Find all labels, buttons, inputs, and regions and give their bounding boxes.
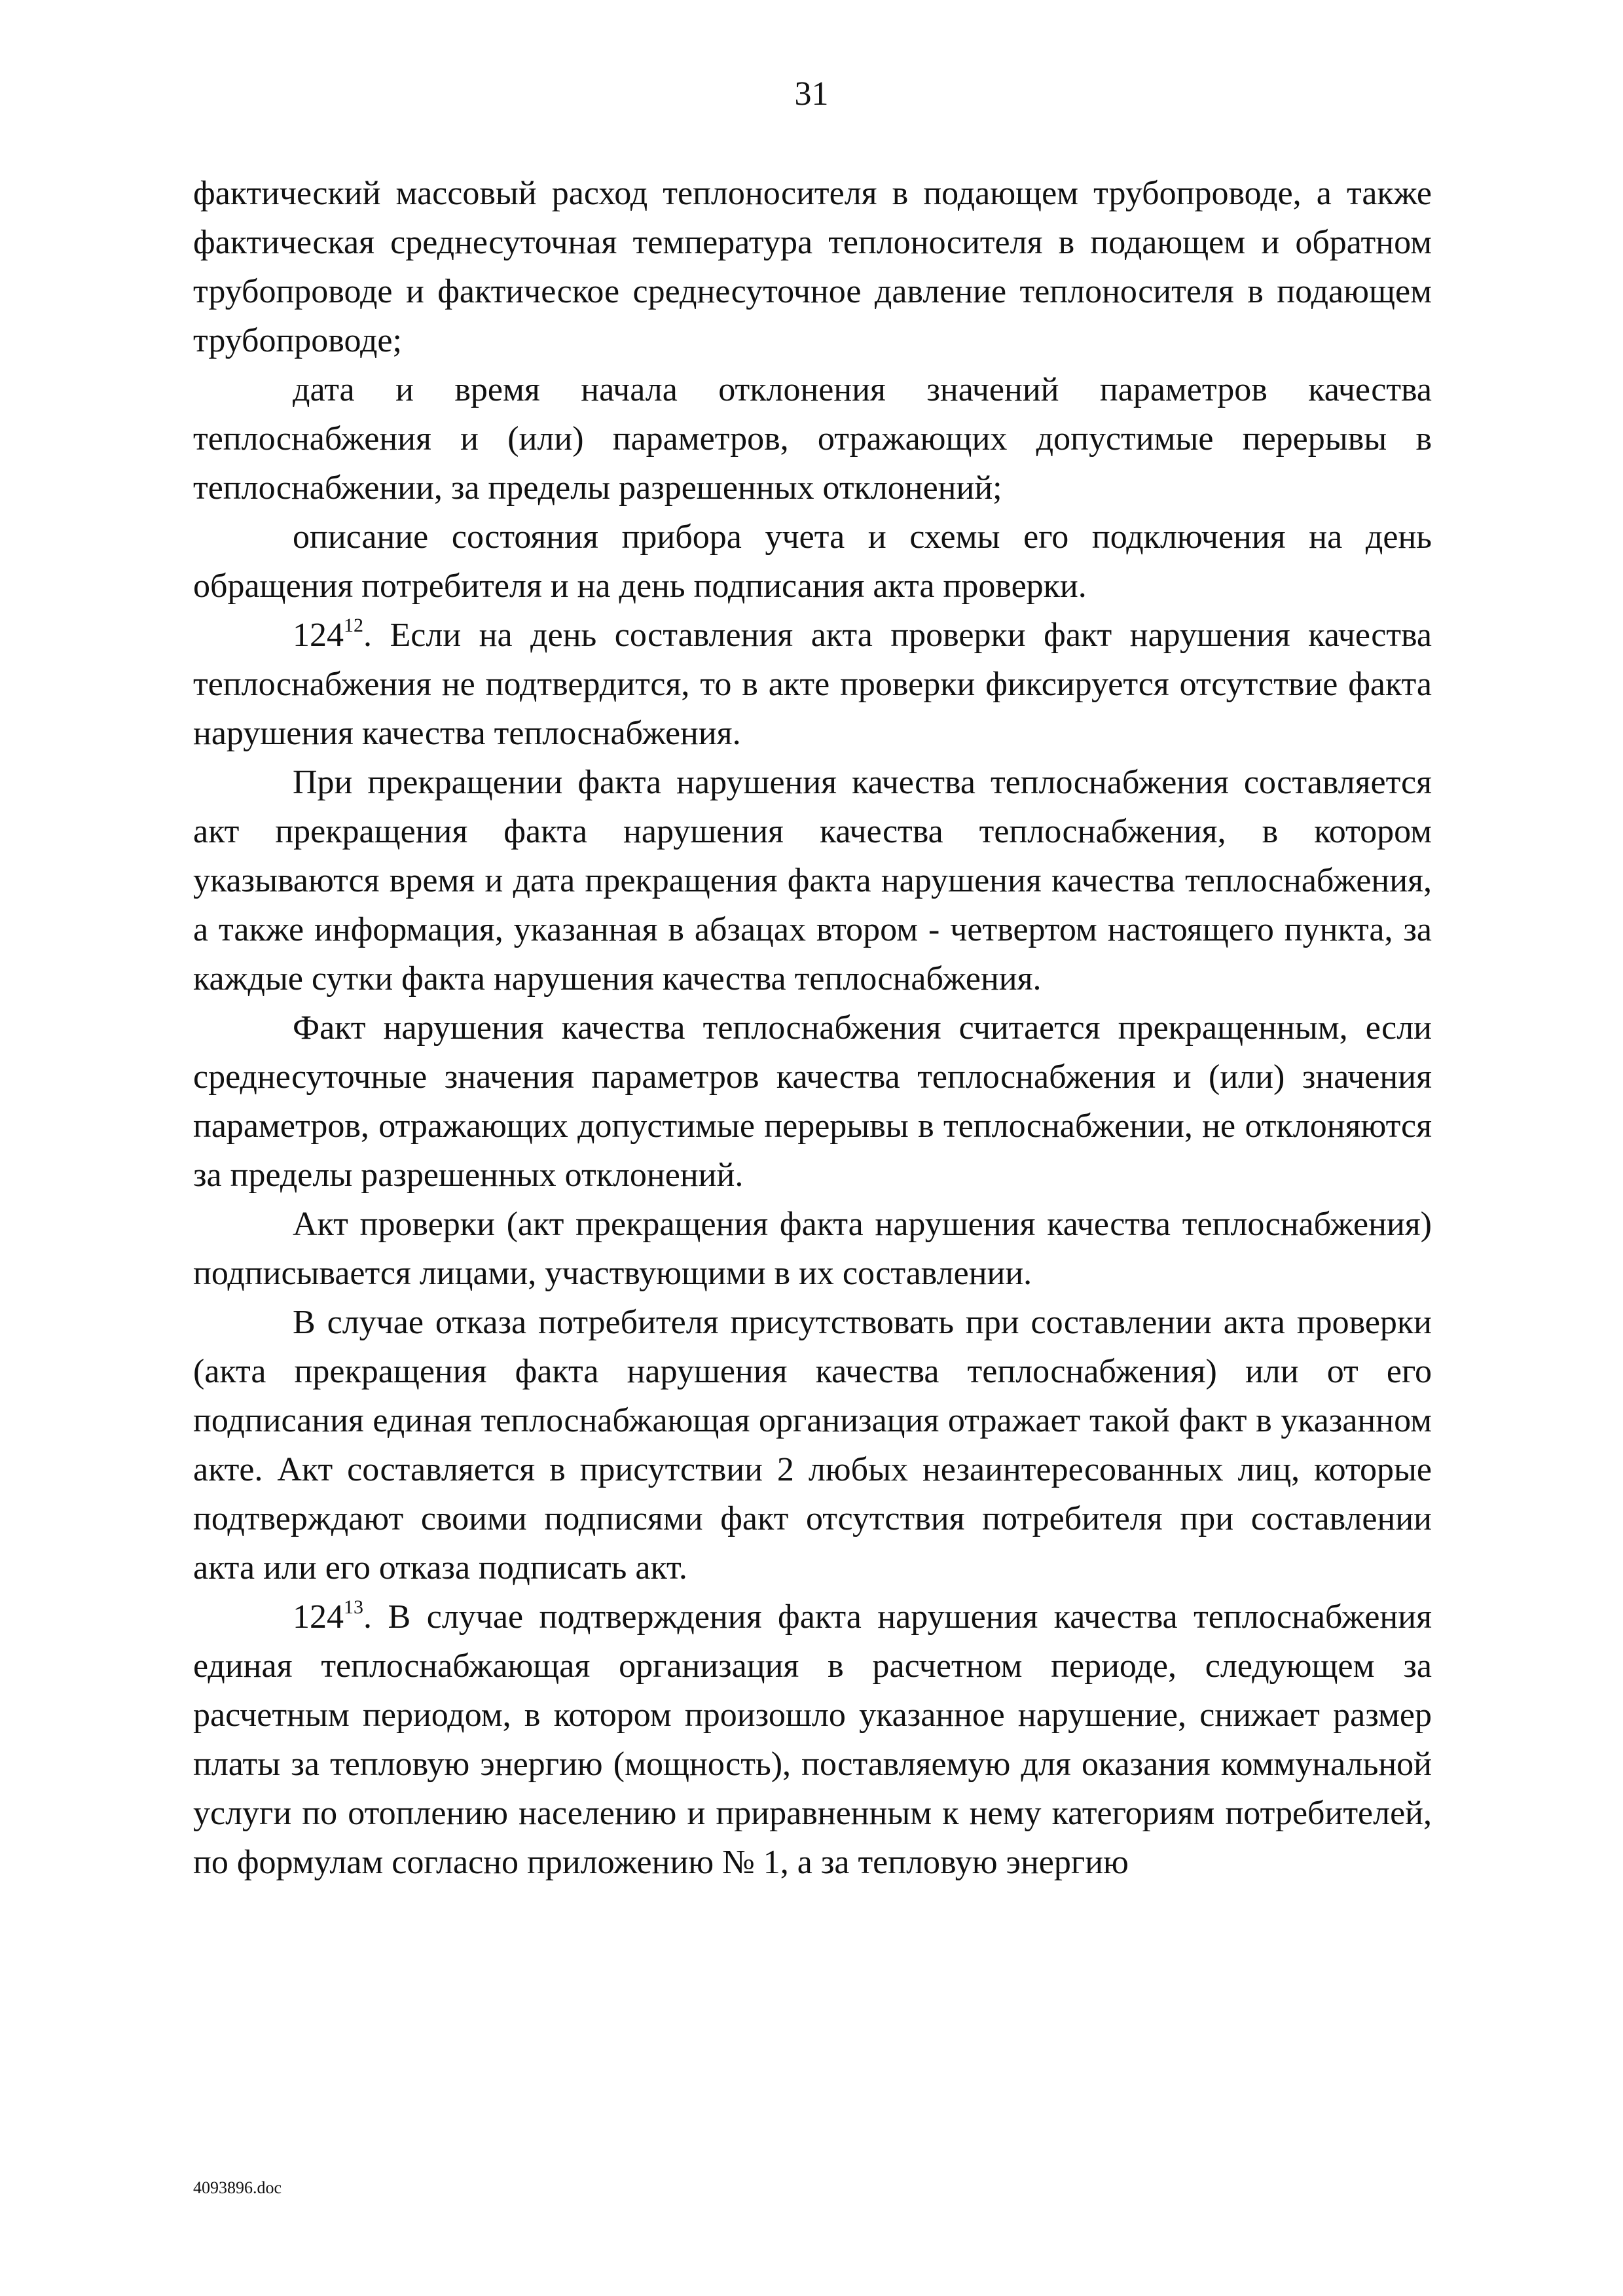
paragraph-6: Факт нарушения качества теплоснабжения считается прекращенным, если среднесуточные значения параметров качества теплоснабжения и (или) значения параметров, отражающих допустимые перерывы в теплоснабжении, не отклоняются за пределы разрешенных отклонений. bbox=[193, 1009, 1432, 1194]
clause-superscript: 12 bbox=[344, 614, 363, 636]
paragraph-3: описание состояния прибора учета и схемы его подключения на день обращения потребителя и на день подписания акта проверки. bbox=[193, 518, 1432, 605]
clause-text: . Если на день составления акта проверки факт нарушения качества теплоснабжения не подтвердится, то в акте проверки фиксируется отсутствие факта нарушения качества теплоснабжения. bbox=[193, 617, 1432, 752]
clause-number: 124 bbox=[293, 1598, 344, 1636]
clause-124-12 bbox=[193, 611, 1432, 758]
paragraph-5: При прекращении факта нарушения качества теплоснабжения составляется акт прекращения факта нарушения качества теплоснабжения, в котором указываются время и дата прекращения факта нарушения качества теплоснабжения, а также информация, указанная в абзацах втором - четвертом настоящего пункта, за каждые сутки факта нарушения качества теплоснабжения. bbox=[193, 764, 1432, 997]
paragraph-1: фактический массовый расход теплоносителя в подающем трубопроводе, а также фактическая среднесуточная температура теплоносителя в подающем и обратном трубопроводе и фактическое среднесуточное давление теплоносителя в подающем трубопроводе; bbox=[193, 175, 1432, 359]
document-body bbox=[193, 169, 1432, 1887]
paragraph-7: Акт проверки (акт прекращения факта нарушения качества теплоснабжения) подписывается лицами, участвующими в их составлении. bbox=[193, 1206, 1432, 1292]
page-number: 31 bbox=[794, 75, 829, 113]
clause-text: . В случае подтверждения факта нарушения качества теплоснабжения единая теплоснабжающая организация в расчетном периоде, следующем за расчетным периодом, в котором произошло указанное нарушение, снижает размер платы за тепловую энергию (мощность), поставляемую для оказания коммунальной услуги по отоплению населению и приравненным к нему категориям потребителей, по формулам согласно приложению № 1, а за тепловую энергию bbox=[193, 1598, 1432, 1881]
paragraph-8: В случае отказа потребителя присутствовать при составлении акта проверки (акта прекращения факта нарушения качества теплоснабжения) или от его подписания единая теплоснабжающая организация отражает такой факт в указанном акте. Акт составляется в присутствии 2 любых незаинтересованных лиц, которые подтверждают своими подписями факт отсутствия потребителя при составлении акта или его отказа подписать акт. bbox=[193, 1304, 1432, 1587]
clause-124-13 bbox=[193, 1592, 1432, 1887]
clause-superscript: 13 bbox=[344, 1596, 363, 1618]
paragraph-2: дата и время начала отклонения значений параметров качества теплоснабжения и (или) параметров, отражающих допустимые перерывы в теплоснабжении, за пределы разрешенных отклонений; bbox=[193, 371, 1432, 507]
clause-number: 124 bbox=[293, 617, 344, 654]
footer-filename: 4093896.doc bbox=[193, 2178, 282, 2197]
